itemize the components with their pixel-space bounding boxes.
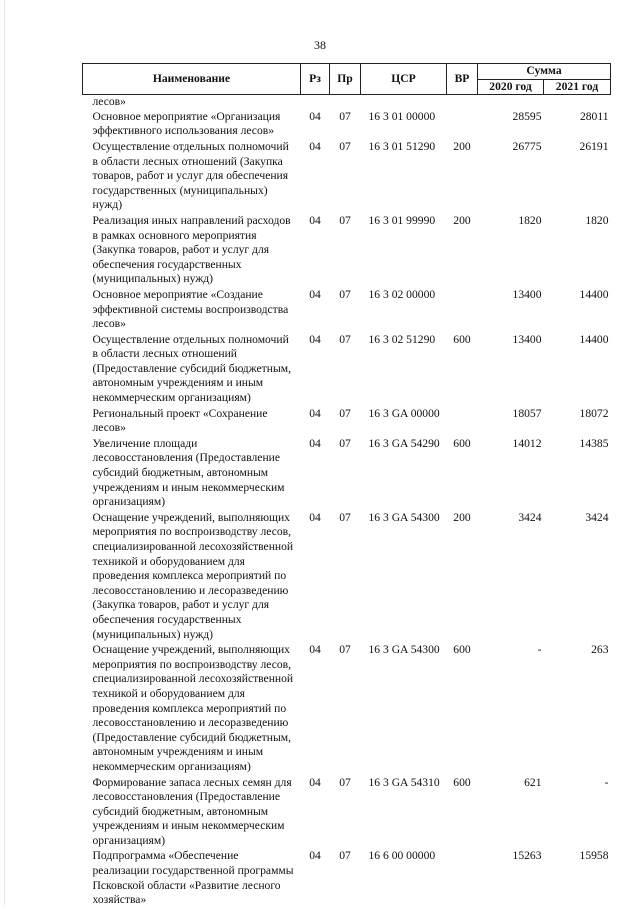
row-pr: 07 bbox=[339, 213, 351, 227]
row-rz: 04 bbox=[309, 139, 321, 153]
row-rz: 04 bbox=[309, 849, 321, 863]
row-csr: 16 3 GA 54300 bbox=[368, 510, 440, 524]
row-name: Оснащение учреждений, выполняющих мероприятия по воспроизводству лесов, специализированной лесохозяйственной техникой и оборудованием для проведения комплекса мероприятий по лесовосстановлению и лесоразведению (Предоставление субсидий бюджетным, автономным учреждениям и иным некоммерческим организациям) bbox=[92, 643, 294, 773]
row-sum-2021: 15958 bbox=[579, 849, 609, 863]
row-sum-2021: - bbox=[604, 775, 609, 789]
row-sum-2020: 26775 bbox=[512, 139, 542, 153]
row-vr bbox=[447, 849, 478, 908]
row-sum-2020: 13400 bbox=[512, 287, 542, 301]
row-csr: 16 3 02 00000 bbox=[368, 287, 436, 301]
row-csr: 16 3 GA 00000 bbox=[368, 406, 440, 420]
row-pr: 07 bbox=[339, 287, 351, 301]
row-name: Реализация иных направлений расходов в рамках основного мероприятия (Закупка товаров, работ и услуг для обеспечения государственных (муниципальных) нужд) bbox=[92, 213, 291, 286]
table-row bbox=[83, 110, 611, 140]
row-sum-2020: 3424 bbox=[518, 510, 542, 524]
row-sum-2021: 14400 bbox=[579, 287, 609, 301]
row-pr: 07 bbox=[339, 510, 351, 524]
row-sum-2020: - bbox=[537, 643, 542, 657]
table-row bbox=[83, 407, 611, 437]
row-csr: 16 3 GA 54300 bbox=[368, 643, 440, 657]
row-sum-2021: 263 bbox=[591, 643, 609, 657]
row-pr: 07 bbox=[339, 139, 351, 153]
row-pr: 07 bbox=[339, 109, 351, 123]
row-sum-2021: 3424 bbox=[585, 510, 609, 524]
row-csr: 16 3 GA 54310 bbox=[368, 775, 440, 789]
row-sum-2020: 1820 bbox=[518, 213, 542, 227]
header-vr: ВР bbox=[447, 64, 478, 95]
header-name: Наименование bbox=[83, 64, 301, 95]
row-rz: 04 bbox=[309, 775, 321, 789]
row-pr: 07 bbox=[339, 849, 351, 863]
header-csr: ЦСР bbox=[361, 64, 447, 95]
row-rz: 04 bbox=[309, 213, 321, 227]
row-csr: 16 3 02 51290 bbox=[368, 332, 436, 346]
header-sum: Сумма bbox=[478, 64, 611, 80]
continuation-row bbox=[83, 95, 611, 110]
row-rz: 04 bbox=[309, 332, 321, 346]
table-body bbox=[83, 95, 611, 909]
row-vr: 200 bbox=[453, 213, 471, 227]
row-vr bbox=[447, 110, 478, 140]
row-name: Основное мероприятие «Организация эффективного использования лесов» bbox=[92, 109, 281, 138]
budget-table bbox=[82, 63, 611, 909]
row-csr: 16 3 01 99990 bbox=[368, 213, 436, 227]
row-sum-2020: 28595 bbox=[512, 109, 542, 123]
row-name: Формирование запаса лесных семян для лесовосстановления (Предоставление субсидий бюджетным, автономным учреждениям и иным некоммерческим организациям) bbox=[92, 775, 292, 847]
row-name: Региональный проект «Сохранение лесов» bbox=[92, 406, 268, 435]
row-vr: 200 bbox=[453, 510, 471, 524]
row-csr: 16 3 01 51290 bbox=[368, 139, 436, 153]
row-rz: 04 bbox=[309, 287, 321, 301]
row-pr: 07 bbox=[339, 643, 351, 657]
row-sum-2020: 621 bbox=[524, 775, 542, 789]
row-vr bbox=[447, 288, 478, 333]
table-row bbox=[83, 437, 611, 511]
table-row bbox=[83, 140, 611, 214]
table-row bbox=[83, 643, 611, 775]
row-pr: 07 bbox=[339, 332, 351, 346]
table-header bbox=[83, 64, 611, 95]
header-rz: Рз bbox=[301, 64, 330, 95]
row-sum-2021: 18072 bbox=[579, 406, 609, 420]
table-row bbox=[83, 776, 611, 850]
row-vr: 600 bbox=[453, 643, 471, 657]
table-row bbox=[83, 288, 611, 333]
table-row bbox=[83, 214, 611, 288]
row-sum-2021: 14385 bbox=[579, 436, 609, 450]
table-row bbox=[83, 511, 611, 643]
row-sum-2020: 15263 bbox=[512, 849, 542, 863]
row-sum-2020: 13400 bbox=[512, 332, 542, 346]
row-vr: 200 bbox=[453, 139, 471, 153]
row-rz: 04 bbox=[309, 643, 321, 657]
header-year-2020: 2020 год bbox=[478, 79, 544, 95]
row-sum-2020: 18057 bbox=[512, 406, 542, 420]
row-sum-2021: 26191 bbox=[579, 139, 609, 153]
row-sum-2021: 14400 bbox=[579, 332, 609, 346]
row-vr: 600 bbox=[453, 775, 471, 789]
row-csr: 16 6 00 00000 bbox=[368, 849, 436, 863]
row-csr: 16 3 01 00000 bbox=[368, 109, 436, 123]
row-name: Оснащение учреждений, выполняющих мероприятия по воспроизводству лесов, специализированной лесохозяйственной техникой и оборудованием для проведения комплекса мероприятий по лесовосстановлению и лесоразведению (Закупка товаров, работ и услуг для обеспечения государственных (муниципальных) нужд) bbox=[92, 510, 294, 641]
row-pr: 07 bbox=[339, 436, 351, 450]
row-sum-2021: 28011 bbox=[579, 109, 609, 123]
row-name: Основное мероприятие «Создание эффективной системы воспроизводства лесов» bbox=[92, 287, 289, 331]
row-name: Увеличение площади лесовосстановления (Предоставление субсидий бюджетным, автономным учреждениям и иным некоммерческим организациям) bbox=[92, 436, 285, 509]
row-vr: 600 bbox=[453, 332, 471, 346]
header-year-2021: 2021 год bbox=[544, 79, 611, 95]
row-rz: 04 bbox=[309, 109, 321, 123]
row-rz: 04 bbox=[309, 510, 321, 524]
page-number: 38 bbox=[314, 38, 326, 52]
header-pr: Пр bbox=[330, 64, 361, 95]
row-rz: 04 bbox=[309, 406, 321, 420]
row-pr: 07 bbox=[339, 406, 351, 420]
row-csr: 16 3 GA 54290 bbox=[368, 436, 440, 450]
row-name: Подпрограмма «Обеспечение реализации государственной программы Псковской области «Развитие лесного хозяйства» bbox=[92, 849, 294, 907]
row-vr: 600 bbox=[453, 436, 471, 450]
row-name: Осуществление отдельных полномочий в области лесных отношений (Предоставление субсидий бюджетным, автономным учреждениям и иным некоммерческим организациям) bbox=[92, 332, 291, 405]
row-vr bbox=[447, 407, 478, 437]
row-sum-2021: 1820 bbox=[585, 213, 609, 227]
page-edge-line bbox=[4, 0, 5, 905]
row-pr: 07 bbox=[339, 775, 351, 789]
table-row bbox=[83, 333, 611, 407]
table-row bbox=[83, 849, 611, 908]
row-rz: 04 bbox=[309, 436, 321, 450]
row-sum-2020: 14012 bbox=[512, 436, 542, 450]
row-name: Осуществление отдельных полномочий в области лесных отношений (Закупка товаров, работ и услуг для обеспечения государственных (муниципальных) нужд) bbox=[92, 139, 289, 212]
continuation-text: лесов» bbox=[92, 95, 126, 109]
